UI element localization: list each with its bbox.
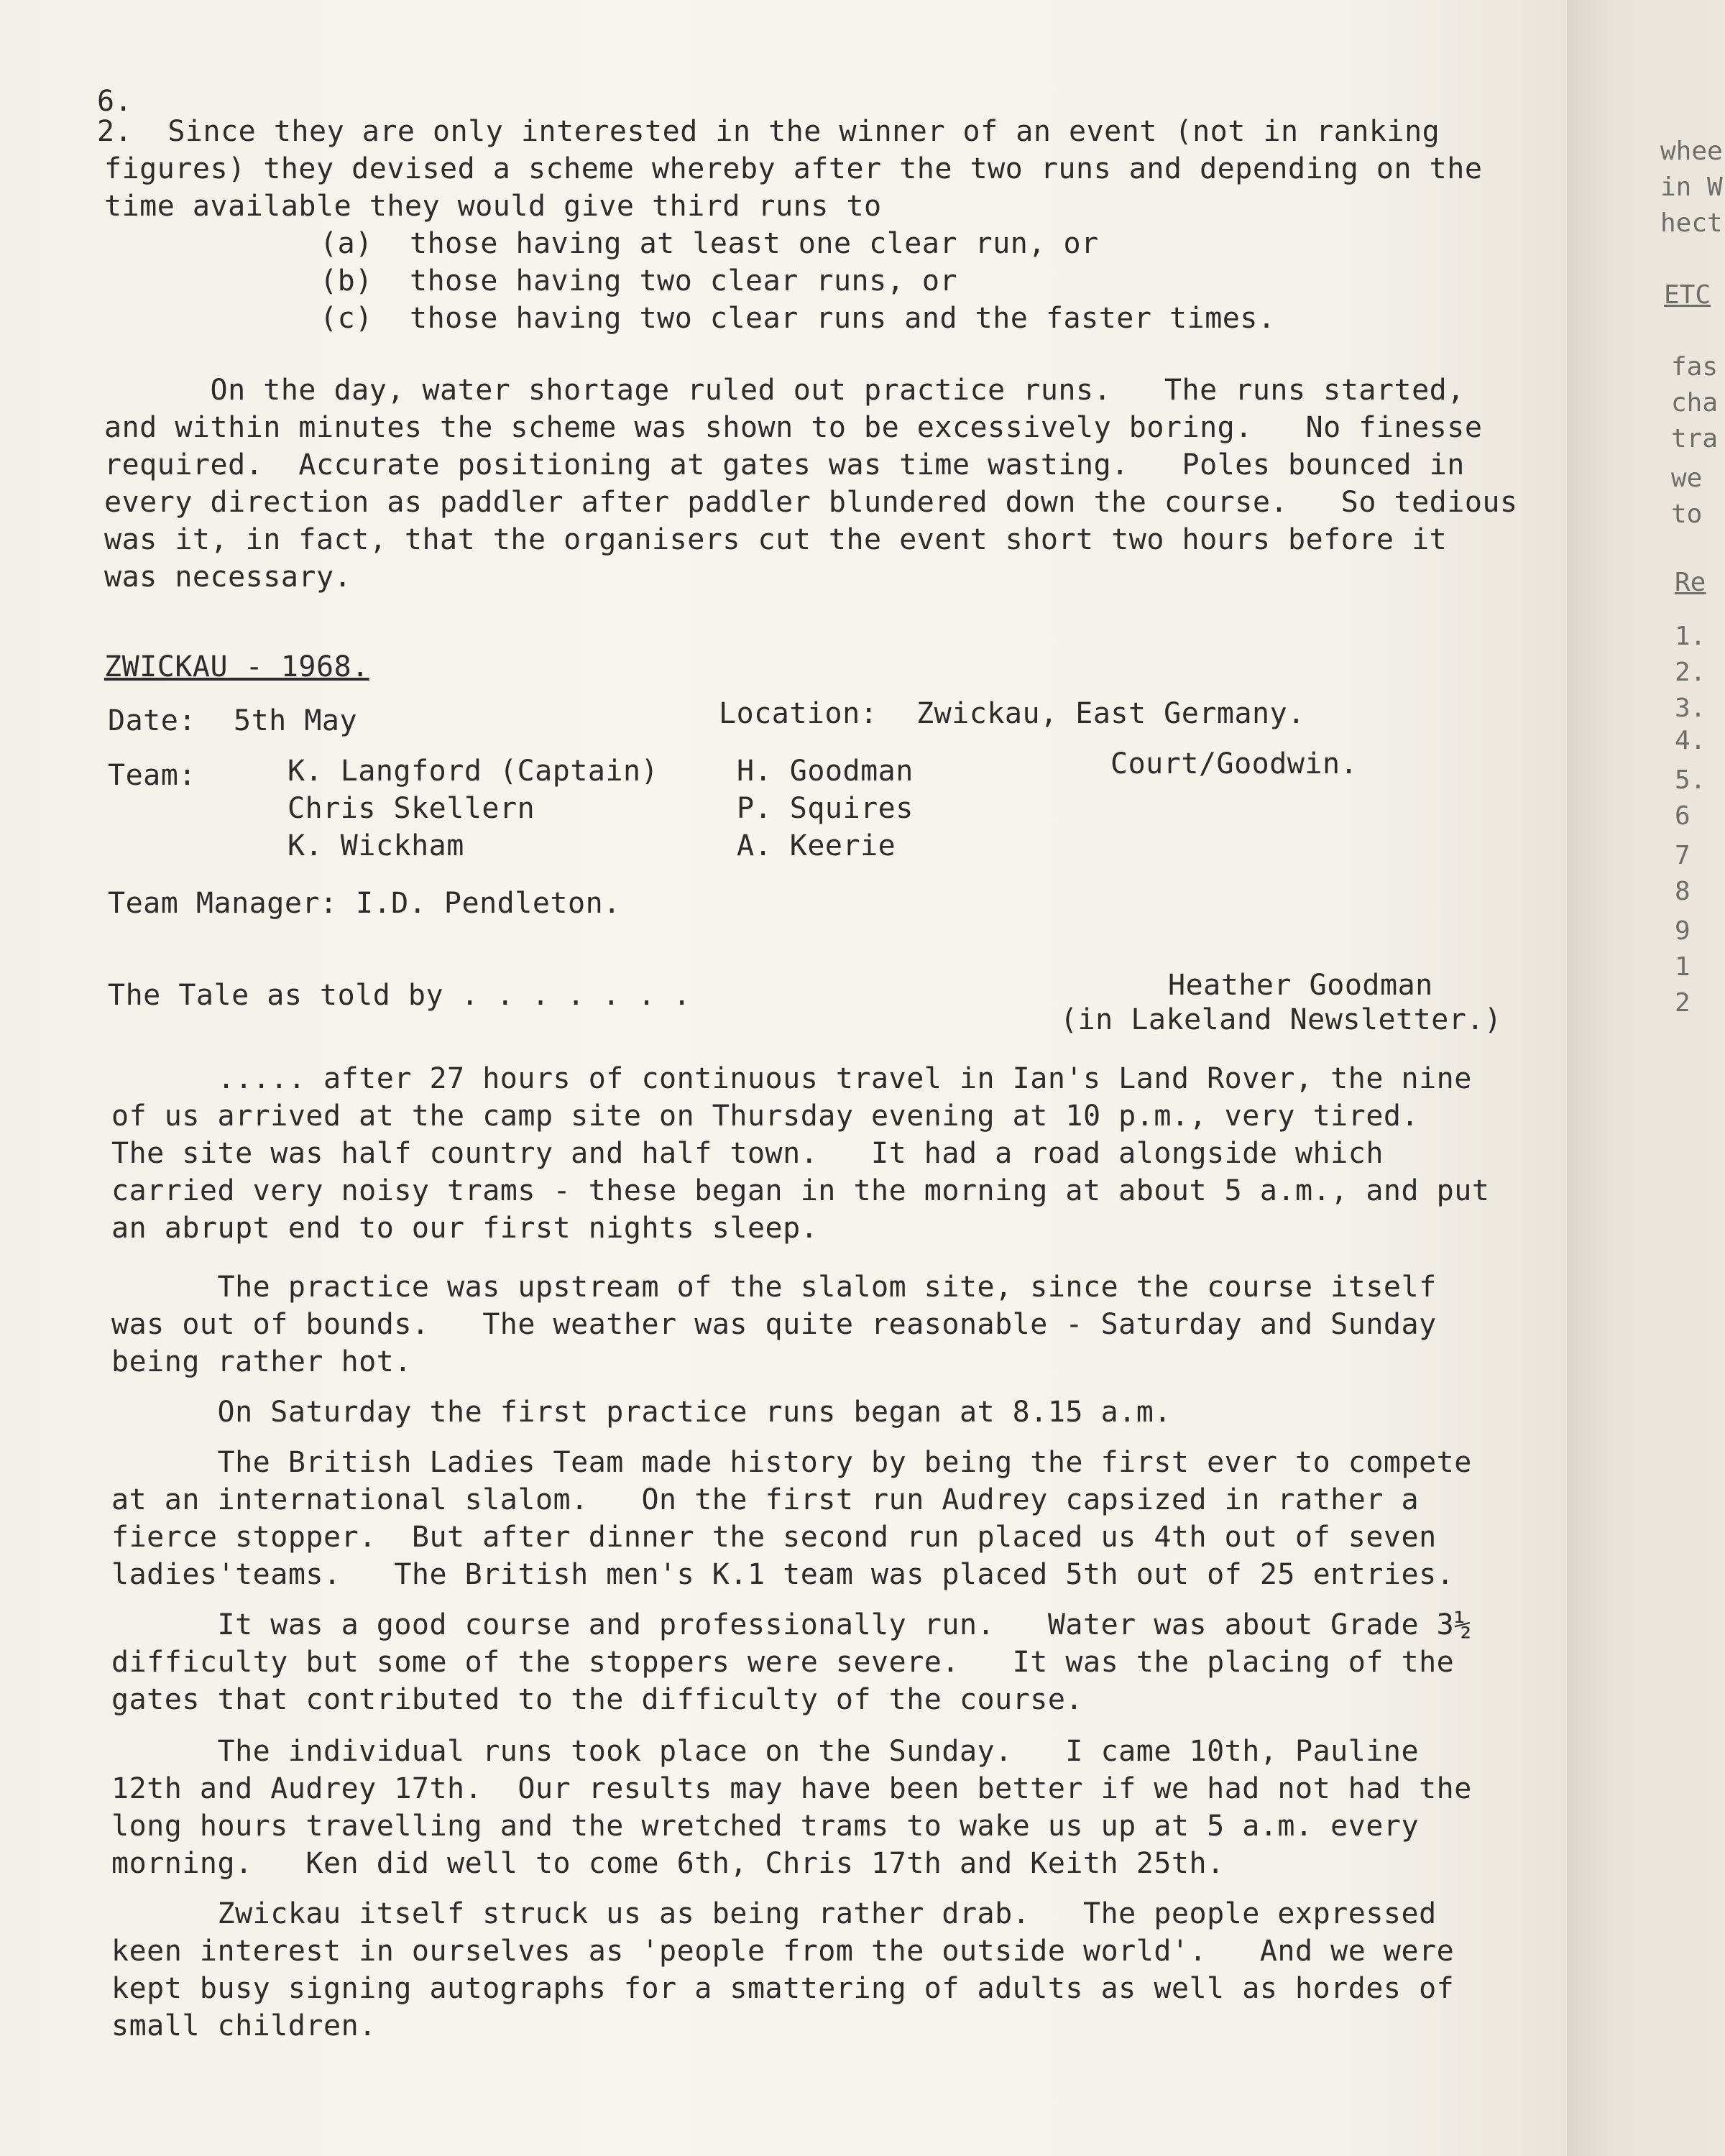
text-line: On the day, water shortage ruled out practice runs. The runs started, xyxy=(104,374,1465,407)
adjacent-page-edge xyxy=(1567,0,1725,2156)
text-line: The British Ladies Team made history by being the first ever to compete xyxy=(111,1446,1472,1479)
fragment-text: cha xyxy=(1671,388,1719,418)
team-member: P. Squires xyxy=(737,792,914,825)
option-text: those having at least one clear run, or xyxy=(410,227,1099,260)
fragment-text: 3. xyxy=(1675,694,1706,723)
text-line: carried very noisy trams - these began in the morning at about 5 a.m., and put xyxy=(111,1174,1490,1207)
text-line: long hours travelling and the wretched trams to wake us up at 5 a.m. every xyxy=(111,1810,1420,1843)
text-line: Zwickau itself struck us as being rather drab. The people expressed xyxy=(111,1897,1437,1930)
fragment-text: whee xyxy=(1660,137,1723,166)
fragment-text: 1 xyxy=(1675,952,1690,982)
tale-intro: The Tale as told by . . . . . . . xyxy=(108,979,691,1012)
text-line: small children. xyxy=(111,2009,377,2042)
fragment-text: 6 xyxy=(1675,801,1690,831)
location-value: Zwickau, East Germany. xyxy=(916,697,1305,730)
text-line: The site was half country and half town. It had a road alongside which xyxy=(111,1137,1384,1170)
fragment-text: 1. xyxy=(1675,622,1706,651)
text-line: at an international slalom. On the first run Audrey capsized in rather a xyxy=(111,1483,1420,1516)
text-line: time available they would give third runs to xyxy=(104,190,882,223)
fragment-text: 8 xyxy=(1675,877,1690,906)
fragment-text: 2 xyxy=(1675,988,1690,1018)
location-label: Location: xyxy=(719,697,878,730)
date-label: Date: xyxy=(108,704,196,737)
option-marker: (a) xyxy=(320,227,373,260)
team-member: Chris Skellern xyxy=(288,792,535,825)
text-line: every direction as paddler after paddler blundered down the course. So tedious xyxy=(104,486,1518,519)
text-line: was out of bounds. The weather was quite reasonable - Saturday and Sunday xyxy=(111,1308,1437,1341)
text-line: was necessary. xyxy=(104,561,352,594)
text-line: kept busy signing autographs for a smattering of adults as well as hordes of xyxy=(111,1972,1455,2005)
tale-source: (in Lakeland Newsletter.) xyxy=(1060,1003,1502,1036)
tale-author: Heather Goodman xyxy=(1168,969,1433,1002)
text-line: 12th and Audrey 17th. Our results may have been better if we had not had the xyxy=(111,1772,1472,1805)
text-line: It was a good course and professionally run. Water was about Grade 3½ xyxy=(111,1608,1472,1641)
fragment-text: 7 xyxy=(1675,841,1690,870)
option-text: those having two clear runs, or xyxy=(410,264,958,298)
team-member: K. Wickham xyxy=(288,829,464,862)
team-member: H. Goodman xyxy=(737,755,914,788)
text-line: fierce stopper. But after dinner the second run placed us 4th out of seven xyxy=(111,1521,1437,1554)
fragment-text: Re xyxy=(1675,568,1706,597)
text-line: was it, in fact, that the organisers cut the event short two hours before it xyxy=(104,523,1448,556)
fragment-text: 4. xyxy=(1675,726,1706,755)
team-member: A. Keerie xyxy=(737,829,896,862)
manager-value: I.D. Pendleton. xyxy=(356,887,621,920)
section-heading: ZWICKAU - 1968. xyxy=(104,650,369,683)
text-line: ..... after 27 hours of continuous travel in Ian's Land Rover, the nine xyxy=(111,1062,1472,1095)
team-member: Court/Goodwin. xyxy=(1110,747,1358,780)
page-number: 6. xyxy=(97,85,133,118)
fragment-text: 2. xyxy=(1675,658,1706,687)
text-line: keen interest in ourselves as 'people from the outside world'. And we were xyxy=(111,1935,1455,1968)
text-line: On Saturday the first practice runs began at 8.15 a.m. xyxy=(111,1396,1172,1429)
option-marker: (b) xyxy=(320,264,373,298)
text-line: ladies'teams. The British men's K.1 team was placed 5th out of 25 entries. xyxy=(111,1558,1455,1591)
text-line: and within minutes the scheme was shown to be excessively boring. No finesse xyxy=(104,411,1483,444)
text-line: being rather hot. xyxy=(111,1345,412,1378)
text-line: The individual runs took place on the Sunday. I came 10th, Pauline xyxy=(111,1735,1420,1768)
fragment-text: ETC xyxy=(1664,280,1711,310)
text-line: gates that contributed to the difficulty of the course. xyxy=(111,1683,1084,1716)
fragment-text: 9 xyxy=(1675,916,1690,946)
text-line: required. Accurate positioning at gates was time wasting. Poles bounced in xyxy=(104,448,1465,482)
date-value: 5th May xyxy=(234,704,358,737)
manager-label: Team Manager: xyxy=(108,887,338,920)
text-line: 2. Since they are only interested in the winner of an event (not in ranking xyxy=(97,115,1440,148)
text-line: of us arrived at the camp site on Thursday evening at 10 p.m., very tired. xyxy=(111,1100,1420,1133)
team-member: K. Langford (Captain) xyxy=(288,755,659,788)
option-marker: (c) xyxy=(320,302,373,335)
text-line: morning. Ken did well to come 6th, Chris 17th and Keith 25th. xyxy=(111,1847,1225,1880)
fragment-text: we xyxy=(1671,464,1703,493)
text-line: The practice was upstream of the slalom site, since the course itself xyxy=(111,1271,1437,1304)
team-label: Team: xyxy=(108,759,196,792)
option-text: those having two clear runs and the faster times. xyxy=(410,302,1276,335)
fragment-text: hect xyxy=(1660,208,1723,238)
fragment-text: 5. xyxy=(1675,765,1706,795)
text-line: difficulty but some of the stoppers were severe. It was the placing of the xyxy=(111,1646,1455,1679)
text-line: figures) they devised a scheme whereby after the two runs and depending on the xyxy=(104,152,1483,185)
fragment-text: to xyxy=(1671,499,1703,529)
text-line: an abrupt end to our first nights sleep. xyxy=(111,1212,819,1245)
fragment-text: fas xyxy=(1671,352,1719,382)
fragment-text: tra xyxy=(1671,424,1719,453)
fragment-text: in W xyxy=(1660,172,1723,202)
